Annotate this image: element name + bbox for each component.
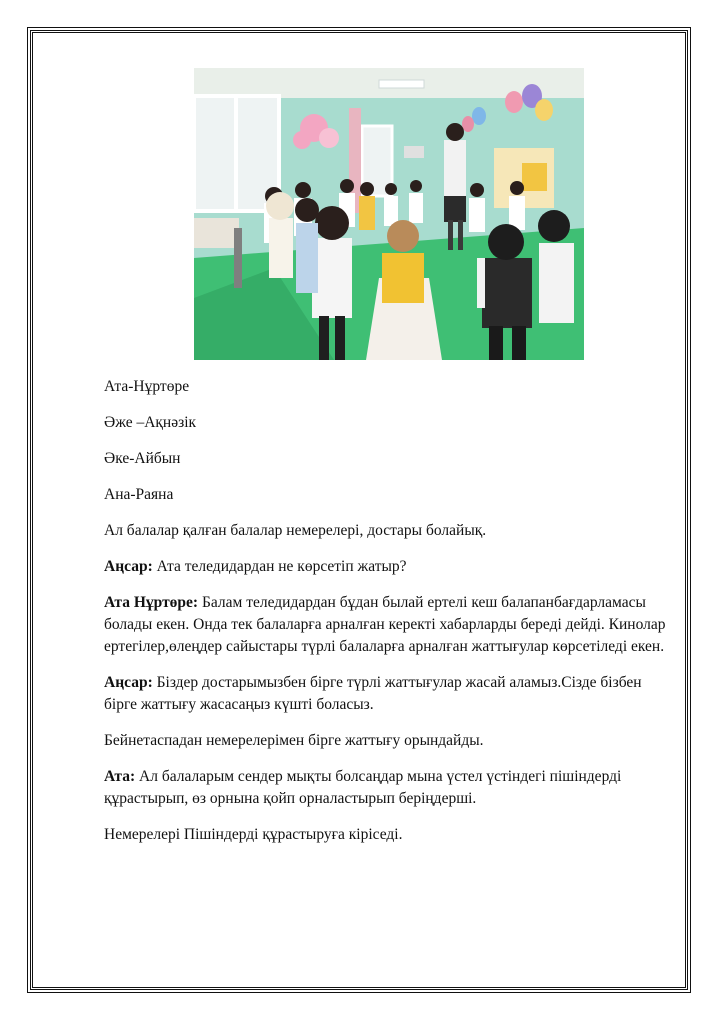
dialogue-text: Балам теледидардан бұдан былай ертелі кеш балапанбағдарламасы болады екен. Онда тек балаларға арналған керекті хабарларды береді дейді. Кинолар ертегілер,өлеңдер сайыстары түрлі балаларға арналған жаттығулар көрсетіледі екен. xyxy=(104,594,666,655)
role-line: Әже –Ақнәзік xyxy=(104,414,197,431)
dialogue-text: Біздер достарымызбен бірге түрлі жаттығулар жасай аламыз.Сізде бізбен бірге жаттығу жасасаңыз күшті боласыз. xyxy=(104,674,642,713)
dialogue-text: Ал балаларым сендер мықты болсаңдар мына үстел үстіндегі пішіндерді құрастырып, өз орнына қойп орналастырып беріңдерші. xyxy=(104,768,622,807)
role-line: Ата-Нұртөре xyxy=(104,378,190,395)
role-line: Әке-Айбын xyxy=(104,450,181,467)
classroom-photo xyxy=(194,68,584,360)
speaker-name: Аңсар: xyxy=(104,674,153,691)
dialogue-line xyxy=(104,766,676,810)
intro-line: Ал балалар қалған балалар немерелері, достары болайық. xyxy=(104,522,487,539)
dialogue-line xyxy=(104,672,676,716)
narration-line: Бейнетаспадан немерелерімен бірге жаттығу орындайды. xyxy=(104,732,484,749)
role-line: Ана-Раяна xyxy=(104,486,174,503)
speaker-name: Аңсар: xyxy=(104,558,153,575)
dialogue-line xyxy=(104,592,676,658)
speaker-name: Ата Нұртөре: xyxy=(104,594,199,611)
narration-line: Немерелері Пішіндерді құрастыруға кіріседі. xyxy=(104,826,403,843)
document-body xyxy=(104,376,676,860)
dialogue-line xyxy=(104,556,676,578)
dialogue-text: Ата теледидардан не көрсетіп жатыр? xyxy=(152,558,407,575)
speaker-name: Ата: xyxy=(104,768,136,785)
